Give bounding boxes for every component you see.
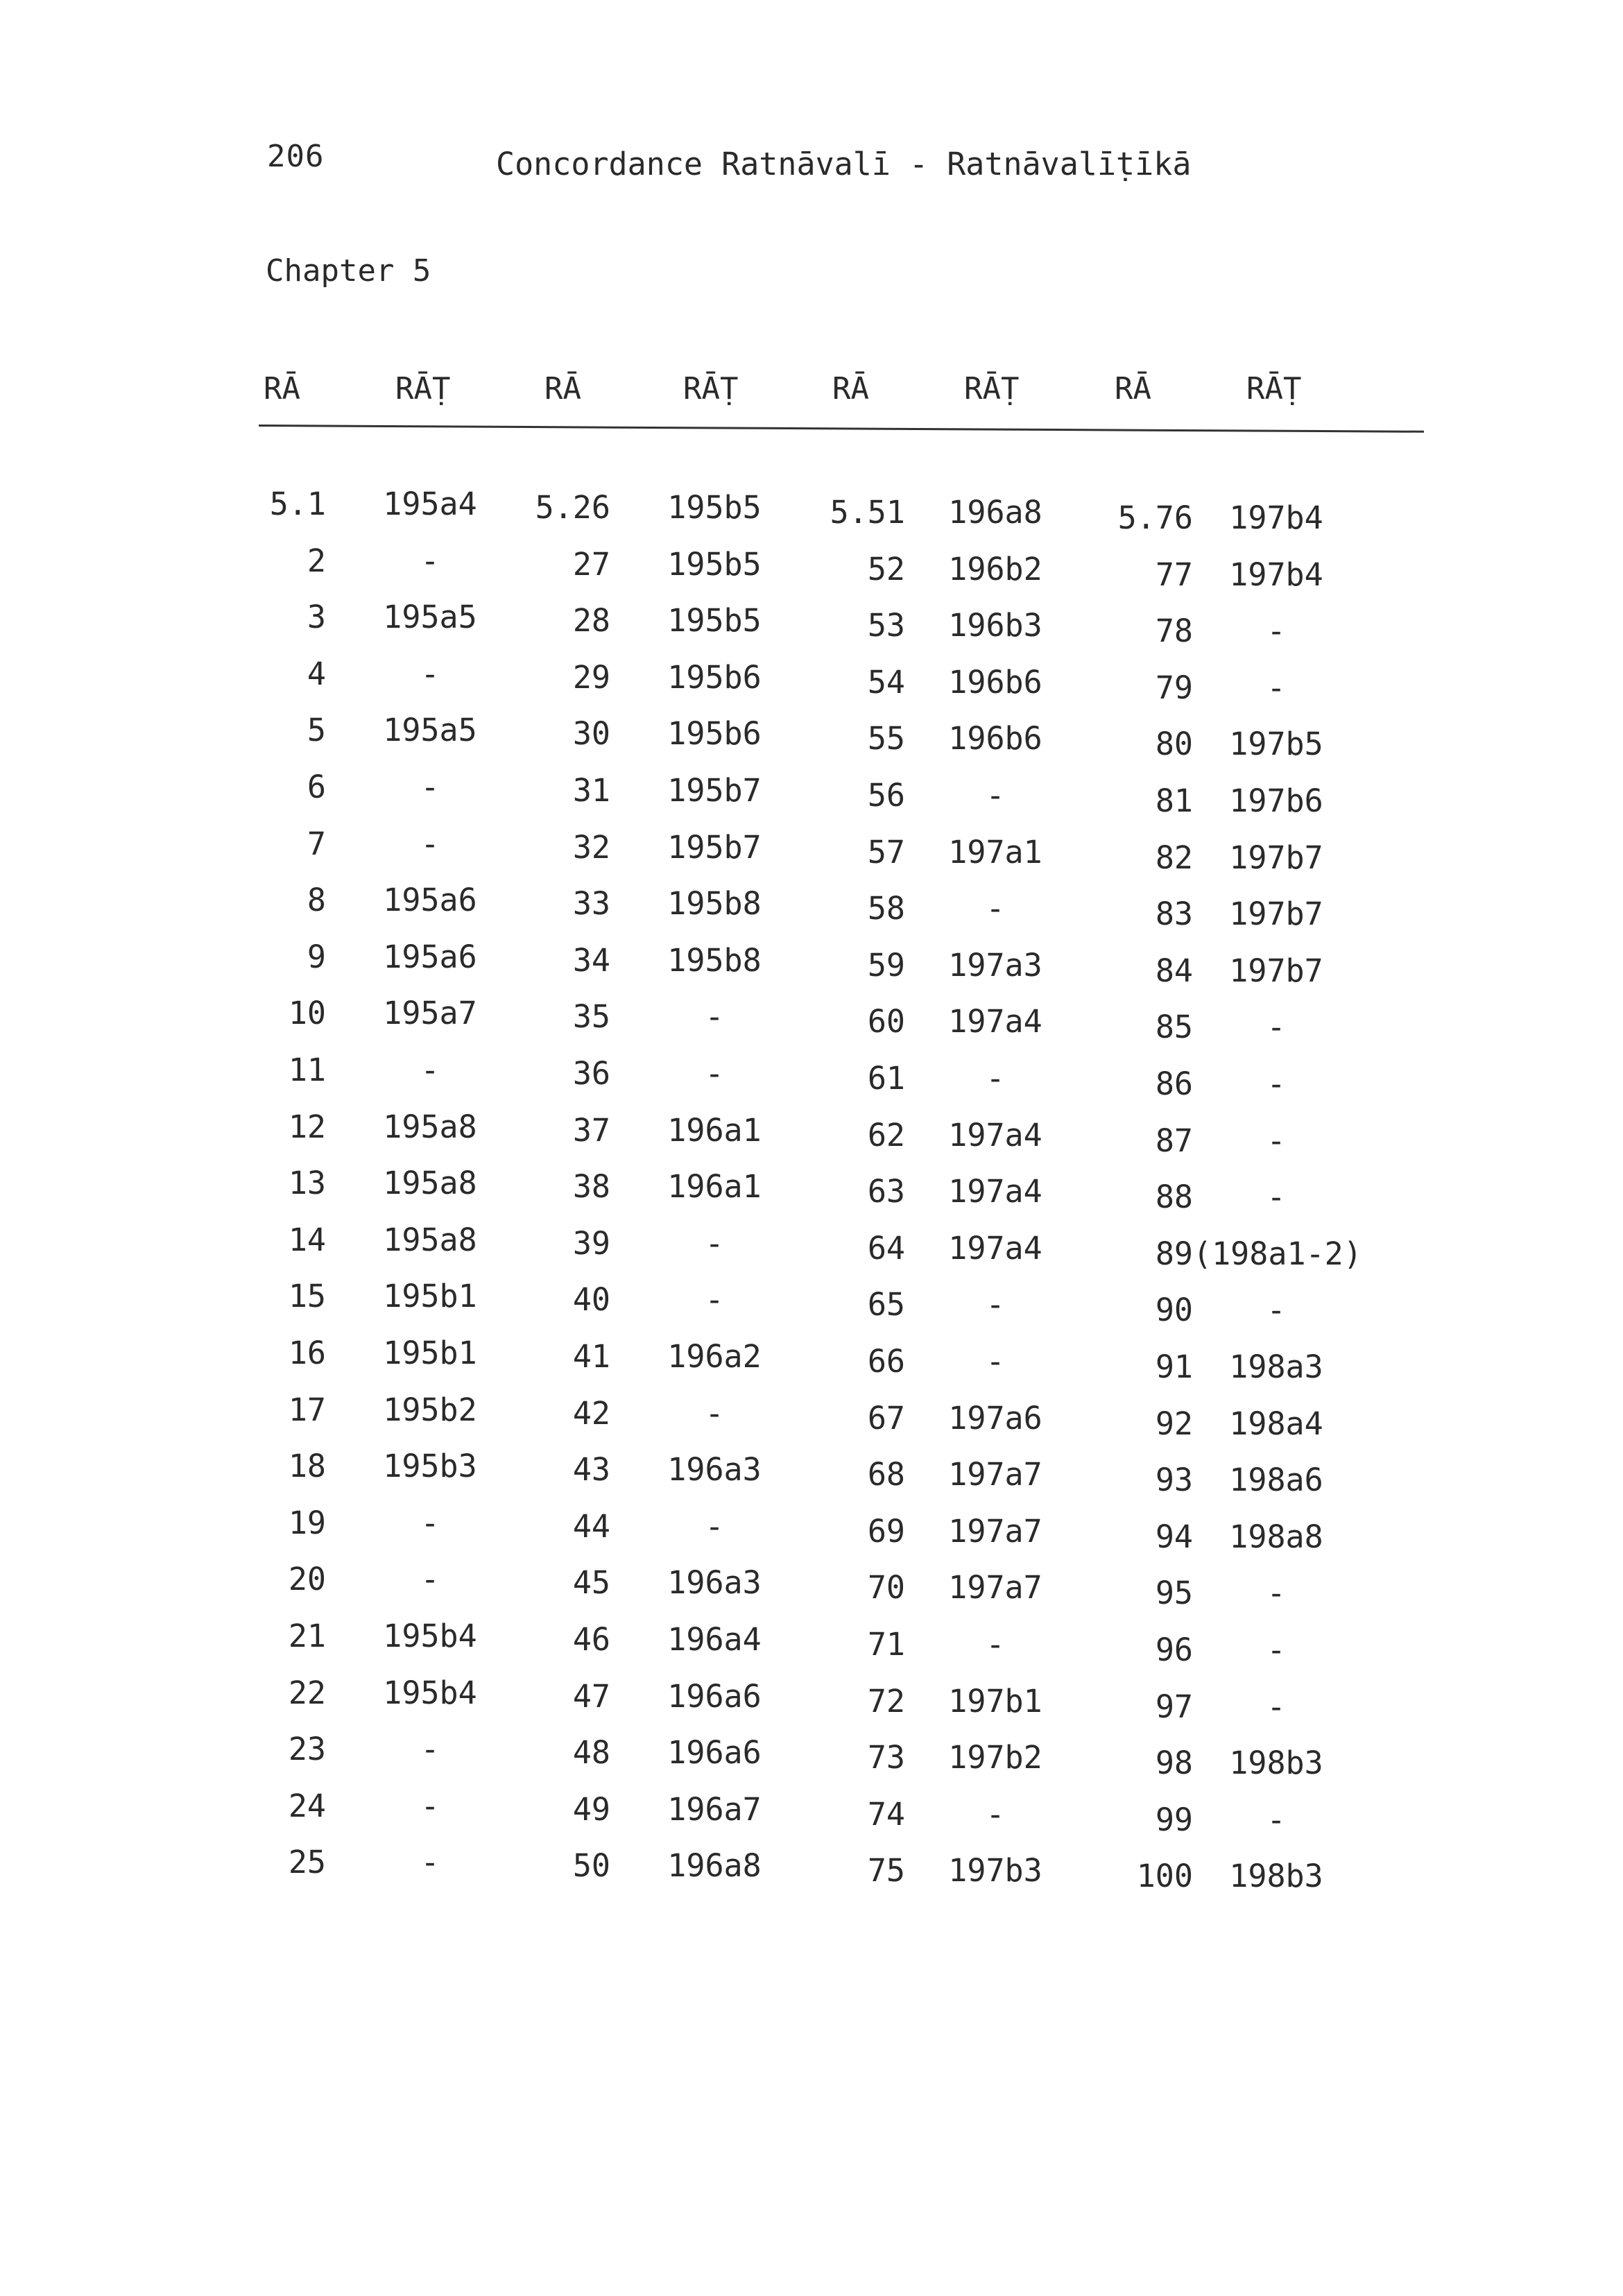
table-cell-ra: 91: [1155, 1348, 1193, 1385]
table-cell-ra: 50: [572, 1847, 610, 1885]
table-cell-rat: 195b5: [667, 489, 762, 526]
table-cell-rat: 195b1: [383, 1278, 477, 1315]
table-cell-rat: -: [420, 1504, 440, 1541]
table-cell-rat: -: [1266, 1575, 1286, 1612]
column-header-ra-3: RĀ: [832, 371, 869, 406]
table-cell-ra: 62: [867, 1116, 905, 1154]
table-cell-rat: -: [1266, 1122, 1286, 1159]
table-cell-ra: 17: [288, 1391, 326, 1428]
table-cell-ra: 43: [572, 1451, 610, 1489]
table-cell-ra: 60: [867, 1003, 905, 1040]
table-cell-ra: 82: [1155, 839, 1193, 876]
page-title: Concordance Ratnāvalī - Ratnāvalīṭīkā: [496, 146, 1192, 182]
table-cell-ra: 70: [867, 1569, 905, 1607]
table-cell-ra: 19: [288, 1504, 326, 1541]
table-cell-rat: 197a4: [948, 1003, 1042, 1040]
table-cell-rat: -: [1266, 1292, 1286, 1329]
table-cell-ra: 27: [572, 545, 610, 583]
table-cell-ra: 5.76: [1117, 499, 1193, 536]
table-cell-rat: 195a4: [383, 486, 477, 522]
table-cell-ra: 66: [867, 1343, 905, 1380]
table-cell-rat: -: [705, 998, 724, 1036]
table-cell-ra: 80: [1155, 726, 1193, 763]
column-header-ra-2: RĀ: [544, 371, 581, 406]
column-header-ra-4: RĀ: [1115, 371, 1151, 406]
table-cell-rat: 196a8: [948, 494, 1042, 531]
table-cell-rat: -: [705, 1507, 724, 1545]
table-cell-rat: 196a4: [667, 1621, 762, 1658]
table-cell-rat: -: [986, 1060, 1005, 1097]
table-cell-rat: 195a5: [383, 599, 477, 636]
table-cell-rat: -: [420, 825, 440, 862]
table-cell-rat: 197a7: [948, 1456, 1042, 1493]
table-cell-ra: 83: [1155, 896, 1193, 933]
table-cell-rat: 195b7: [667, 828, 762, 866]
table-cell-ra: 32: [572, 828, 610, 866]
table-cell-rat: -: [986, 1343, 1005, 1380]
table-cell-ra: 67: [867, 1399, 905, 1437]
table-cell-ra: 33: [572, 885, 610, 923]
table-cell-rat: -: [1266, 1688, 1286, 1725]
table-cell-rat: 195b4: [383, 1674, 477, 1711]
table-cell-ra: 85: [1155, 1009, 1193, 1046]
column-header-rat-3: RĀṬ: [964, 371, 1020, 406]
table-cell-rat: 196a8: [667, 1847, 762, 1885]
table-cell-ra: 55: [867, 720, 905, 757]
table-cell-ra: 58: [867, 890, 905, 927]
table-cell-ra: 6: [307, 769, 326, 805]
column-header-rat-4: RĀṬ: [1246, 371, 1302, 406]
table-cell-ra: 69: [867, 1512, 905, 1550]
table-cell-ra: 14: [288, 1221, 326, 1258]
table-cell-rat: 196a7: [667, 1790, 762, 1828]
table-cell-ra: 89: [1155, 1235, 1193, 1272]
table-cell-ra: 42: [572, 1394, 610, 1432]
table-cell-ra: 5.26: [535, 489, 610, 526]
table-cell-rat: -: [1266, 1179, 1286, 1216]
table-cell-rat: 197a7: [948, 1569, 1042, 1607]
table-cell-ra: 15: [288, 1278, 326, 1315]
table-cell-rat: 197b7: [1229, 896, 1323, 933]
table-cell-ra: 20: [288, 1561, 326, 1598]
table-cell-ra: 45: [572, 1564, 610, 1602]
table-cell-rat: 195a8: [383, 1221, 477, 1258]
table-cell-ra: 10: [288, 995, 326, 1032]
table-cell-rat: -: [705, 1224, 724, 1262]
table-cell-rat: 196b2: [948, 550, 1042, 588]
table-cell-ra: 92: [1155, 1405, 1193, 1442]
table-cell-ra: 38: [572, 1168, 610, 1206]
table-cell-rat: 197a3: [948, 946, 1042, 984]
table-cell-ra: 11: [288, 1052, 326, 1088]
table-cell-rat: -: [420, 769, 440, 805]
table-cell-rat: 196a2: [667, 1338, 762, 1375]
table-cell-rat: 196a6: [667, 1677, 762, 1715]
table-cell-ra: 95: [1155, 1575, 1193, 1612]
table-cell-ra: 21: [288, 1618, 326, 1654]
table-cell-ra: 56: [867, 777, 905, 814]
table-cell-ra: 99: [1155, 1801, 1193, 1838]
table-cell-ra: 9: [307, 938, 326, 975]
table-cell-ra: 97: [1155, 1688, 1193, 1725]
table-cell-rat: -: [1266, 1009, 1286, 1046]
table-cell-ra: 98: [1155, 1745, 1193, 1782]
table-cell-ra: 63: [867, 1173, 905, 1210]
table-cell-rat: 196a3: [667, 1564, 762, 1602]
table-cell-ra: 34: [572, 941, 610, 979]
table-cell-rat: 197b2: [948, 1739, 1042, 1776]
table-cell-rat: 196b3: [948, 607, 1042, 644]
table-cell-rat: 198a3: [1229, 1348, 1323, 1385]
table-cell-ra: 2: [307, 542, 326, 579]
table-cell-ra: 57: [867, 833, 905, 871]
table-cell-ra: 3: [307, 599, 326, 636]
table-cell-ra: 46: [572, 1621, 610, 1658]
table-cell-ra: 87: [1155, 1122, 1193, 1159]
table-cell-rat: 198a8: [1229, 1518, 1323, 1555]
table-cell-ra: 84: [1155, 952, 1193, 989]
table-cell-rat: 195a7: [383, 995, 477, 1032]
table-cell-rat: -: [986, 1286, 1005, 1323]
table-cell-ra: 8: [307, 882, 326, 919]
table-cell-ra: 41: [572, 1338, 610, 1375]
table-cell-rat: 195b1: [383, 1335, 477, 1371]
table-cell-ra: 7: [307, 825, 326, 862]
table-cell-rat: 196b6: [948, 720, 1042, 757]
table-cell-rat: 198b3: [1229, 1745, 1323, 1782]
table-cell-rat: 198a6: [1229, 1462, 1323, 1499]
table-cell-rat: -: [1266, 1065, 1286, 1102]
table-cell-ra: 30: [572, 715, 610, 753]
table-cell-ra: 37: [572, 1111, 610, 1149]
table-cell-ra: 13: [288, 1165, 326, 1202]
table-cell-rat: 197a4: [948, 1229, 1042, 1267]
table-cell-rat: -: [1266, 1801, 1286, 1838]
table-cell-rat: 197a4: [948, 1116, 1042, 1154]
table-cell-ra: 96: [1155, 1631, 1193, 1668]
table-cell-rat: -: [420, 1844, 440, 1881]
table-cell-rat: -: [420, 1787, 440, 1824]
table-cell-ra: 72: [867, 1682, 905, 1720]
table-cell-ra: 93: [1155, 1462, 1193, 1499]
table-cell-ra: 77: [1155, 556, 1193, 593]
table-cell-ra: 100: [1136, 1858, 1193, 1895]
table-cell-rat: 196a3: [667, 1451, 762, 1489]
table-cell-ra: 39: [572, 1224, 610, 1262]
table-cell-rat: -: [705, 1055, 724, 1092]
table-cell-rat: 195b4: [383, 1618, 477, 1654]
table-cell-rat: 196a1: [667, 1111, 762, 1149]
table-cell-ra: 68: [867, 1456, 905, 1493]
table-cell-ra: 79: [1155, 669, 1193, 706]
table-cell-ra: 94: [1155, 1518, 1193, 1555]
table-cell-ra: 90: [1155, 1292, 1193, 1329]
table-cell-ra: 23: [288, 1731, 326, 1768]
table-cell-rat: -: [1266, 612, 1286, 650]
table-cell-rat: 195b7: [667, 772, 762, 809]
table-cell-rat: -: [705, 1281, 724, 1319]
table-cell-ra: 35: [572, 998, 610, 1036]
table-cell-rat: 195b6: [667, 715, 762, 753]
table-cell-ra: 28: [572, 602, 610, 640]
table-cell-rat: -: [986, 890, 1005, 927]
table-cell-rat: 195a6: [383, 938, 477, 975]
table-cell-rat: 197b7: [1229, 839, 1323, 876]
table-cell-rat: 195b2: [383, 1391, 477, 1428]
table-cell-ra: 53: [867, 607, 905, 644]
table-cell-rat: -: [986, 1626, 1005, 1663]
table-cell-rat: 195a6: [383, 882, 477, 919]
table-cell-ra: 61: [867, 1060, 905, 1097]
table-cell-ra: 49: [572, 1790, 610, 1828]
column-header-rat-2: RĀṬ: [683, 371, 739, 406]
table-cell-rat: 198b3: [1229, 1858, 1323, 1895]
table-cell-rat: -: [705, 1394, 724, 1432]
table-cell-ra: 5.51: [830, 494, 905, 531]
table-cell-rat: 197b6: [1229, 782, 1323, 819]
table-cell-ra: 86: [1155, 1065, 1193, 1102]
table-cell-rat: 197b1: [948, 1682, 1042, 1720]
column-header-rat-1: RĀṬ: [395, 371, 451, 406]
table-cell-rat: 197a6: [948, 1399, 1042, 1437]
table-cell-ra: 78: [1155, 612, 1193, 650]
table-cell-ra: 5: [307, 712, 326, 749]
table-cell-ra: 44: [572, 1507, 610, 1545]
table-cell-rat: -: [420, 1561, 440, 1598]
table-cell-rat: 197b3: [948, 1852, 1042, 1890]
table-cell-ra: 12: [288, 1108, 326, 1145]
column-header-ra-1: RĀ: [264, 371, 300, 406]
table-cell-rat: 195b5: [667, 545, 762, 583]
table-cell-rat: 195b8: [667, 885, 762, 923]
table-cell-rat: -: [420, 655, 440, 692]
table-cell-ra: 24: [288, 1787, 326, 1824]
table-cell-rat: 197b4: [1229, 556, 1323, 593]
table-cell-rat: 195a8: [383, 1108, 477, 1145]
table-cell-ra: 47: [572, 1677, 610, 1715]
table-cell-rat: -: [1266, 1631, 1286, 1668]
table-cell-ra: 4: [307, 655, 326, 692]
header-rule: [259, 425, 1424, 433]
table-cell-ra: 73: [867, 1739, 905, 1776]
table-cell-rat: 197b7: [1229, 952, 1323, 989]
table-cell-ra: 25: [288, 1844, 326, 1881]
table-cell-rat: 195a8: [383, 1165, 477, 1202]
table-cell-ra: 65: [867, 1286, 905, 1323]
table-cell-rat: 196a1: [667, 1168, 762, 1206]
table-cell-ra: 5.1: [269, 486, 326, 522]
table-cell-rat: -: [986, 1795, 1005, 1833]
table-cell-rat: 197a1: [948, 833, 1042, 871]
table-cell-rat: 197b4: [1229, 499, 1323, 536]
table-cell-ra: 16: [288, 1335, 326, 1371]
table-cell-ra: 22: [288, 1674, 326, 1711]
table-cell-ra: 59: [867, 946, 905, 984]
table-cell-rat: 195a5: [383, 712, 477, 749]
table-cell-ra: 81: [1155, 782, 1193, 819]
table-cell-ra: 48: [572, 1734, 610, 1772]
table-cell-rat: -: [420, 542, 440, 579]
table-cell-ra: 18: [288, 1448, 326, 1485]
table-cell-rat: 196a6: [667, 1734, 762, 1772]
table-cell-rat: 195b6: [667, 658, 762, 696]
table-cell-rat: 196b6: [948, 663, 1042, 701]
table-cell-ra: 71: [867, 1626, 905, 1663]
page-number: 206: [267, 139, 325, 174]
table-cell-ra: 88: [1155, 1179, 1193, 1216]
table-cell-rat: 197a4: [948, 1173, 1042, 1210]
table-cell-rat: -: [420, 1731, 440, 1768]
table-cell-rat: 195b5: [667, 602, 762, 640]
table-cell-ra: 31: [572, 772, 610, 809]
table-cell-rat: 197a7: [948, 1512, 1042, 1550]
table-cell-rat: (198a1-2): [1193, 1235, 1362, 1272]
table-cell-rat: -: [420, 1052, 440, 1088]
table-cell-ra: 52: [867, 550, 905, 588]
table-cell-ra: 29: [572, 658, 610, 696]
table-cell-ra: 40: [572, 1281, 610, 1319]
table-cell-rat: -: [986, 777, 1005, 814]
table-cell-ra: 74: [867, 1795, 905, 1833]
table-cell-ra: 75: [867, 1852, 905, 1890]
table-cell-rat: -: [1266, 669, 1286, 706]
table-cell-ra: 54: [867, 663, 905, 701]
table-cell-rat: 195b8: [667, 941, 762, 979]
table-cell-ra: 64: [867, 1229, 905, 1267]
table-cell-rat: 197b5: [1229, 726, 1323, 763]
table-cell-rat: 198a4: [1229, 1405, 1323, 1442]
table-cell-ra: 36: [572, 1055, 610, 1092]
table-cell-rat: 195b3: [383, 1448, 477, 1485]
chapter-heading: Chapter 5: [266, 253, 431, 289]
